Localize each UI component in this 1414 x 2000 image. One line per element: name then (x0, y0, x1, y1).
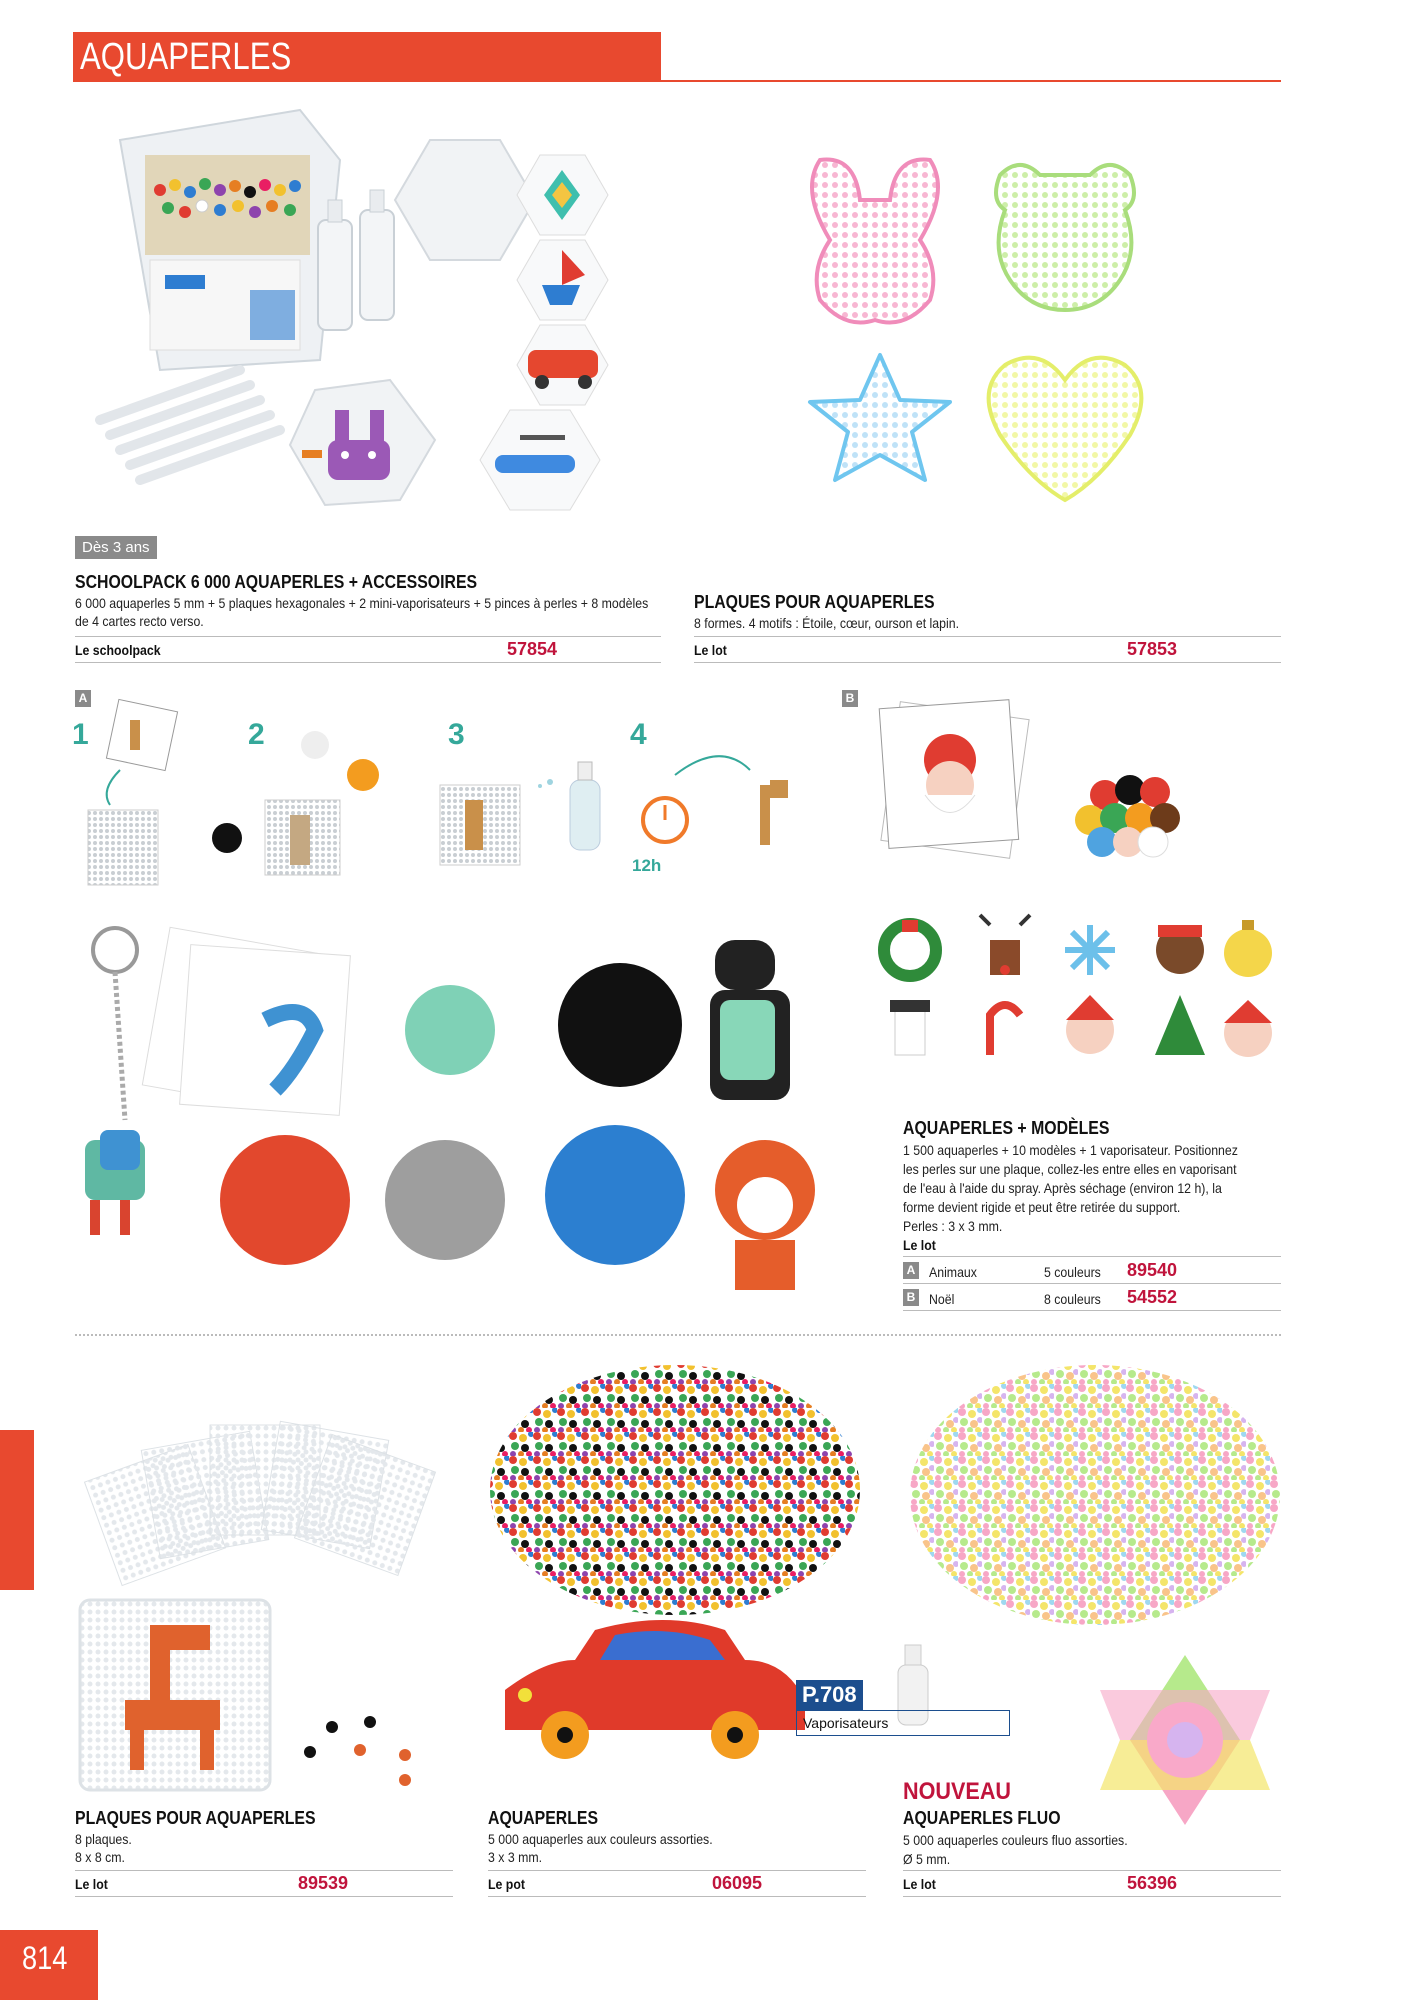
section-separator (75, 1334, 1281, 1336)
vaporisateurs-link[interactable]: Vaporisateurs (796, 1710, 1010, 1736)
divider (75, 1870, 453, 1871)
noel-motifs-image (880, 915, 1280, 1075)
row-a-colors: 5 couleurs (1044, 1264, 1101, 1280)
fluo-desc-1: 5 000 aquaperles couleurs fluo assorties. (903, 1832, 1128, 1848)
plaques-carre-image (70, 1400, 460, 1800)
modeles-desc-5: Perles : 3 x 3 mm. (903, 1218, 1003, 1234)
row-b-ref: 54552 (1127, 1287, 1178, 1307)
row-a-name: Animaux (929, 1264, 977, 1280)
row-a-ref: 89540 (1127, 1260, 1178, 1280)
noel-kit-image (870, 690, 1230, 890)
header-rule (661, 80, 1281, 82)
step-3: 3 (448, 718, 465, 751)
divider (903, 1896, 1281, 1897)
divider (75, 636, 661, 637)
modeles-unit: Le lot (903, 1237, 936, 1253)
modeles-desc-2: les perles sur une plaque, collez-les entre elles en vaporisant (903, 1161, 1237, 1177)
plaques-formes-ref: 57853 (1127, 639, 1178, 659)
modeles-title: AQUAPERLES + MODÈLES (903, 1118, 1110, 1138)
schoolpack-ref: 57854 (507, 639, 558, 659)
step-2: 2 (248, 718, 265, 751)
plaques-carre-ref: 89539 (298, 1873, 349, 1893)
schoolpack-desc: 6 000 aquaperles 5 mm + 5 plaques hexagonales + 2 mini-vaporisateurs + 5 pinces à perles + 8 modèles de 4 cartes recto verso. (75, 595, 649, 629)
badge-b: B (842, 690, 858, 707)
steps-image (80, 690, 820, 890)
plaques-carre-desc-2: 8 x 8 cm. (75, 1849, 125, 1865)
plaques-formes-desc: 8 formes. 4 motifs : Étoile, cœur, ourson et lapin. (694, 615, 959, 631)
modeles-desc-1: 1 500 aquaperles + 10 modèles + 1 vaporisateur. Positionnez (903, 1142, 1238, 1158)
step-4: 4 (630, 718, 647, 751)
divider (75, 662, 661, 663)
divider (694, 636, 1281, 637)
fluo-image (910, 1360, 1290, 1820)
divider (903, 1256, 1281, 1257)
fluo-desc-2: Ø 5 mm. (903, 1851, 951, 1867)
page-number: 814 (22, 1940, 68, 1976)
step-time: 12h (632, 856, 662, 875)
age-badge: Dès 3 ans (75, 536, 157, 559)
page-ref-badge[interactable]: P.708 (796, 1680, 863, 1710)
badge-a: A (75, 690, 91, 707)
fluo-title: AQUAPERLES FLUO (903, 1808, 1061, 1828)
aquaperles-pot-ref: 06095 (712, 1873, 763, 1893)
divider (903, 1283, 1281, 1284)
divider (488, 1870, 866, 1871)
side-tab (0, 1430, 34, 1590)
bead-cluster (1075, 775, 1180, 857)
modeles-desc-4: forme devient rigide et peut être retirée du support. (903, 1199, 1181, 1215)
shape-plates-image (790, 150, 1210, 520)
aquaperles-pot-desc-1: 5 000 aquaperles aux couleurs assorties. (488, 1831, 713, 1847)
row-b-letter: B (903, 1289, 919, 1306)
divider (903, 1310, 1281, 1311)
schoolpack-title: SCHOOLPACK 6 000 AQUAPERLES + ACCESSOIRES (75, 572, 478, 592)
divider (694, 662, 1281, 663)
aquaperles-pot-unit: Le pot (488, 1876, 525, 1892)
page-title: AQUAPERLES (80, 36, 292, 78)
divider (75, 1896, 453, 1897)
fluo-unit: Le lot (903, 1876, 936, 1892)
aquaperles-pot-title: AQUAPERLES (488, 1808, 599, 1828)
row-a-letter: A (903, 1262, 919, 1279)
nouveau-badge: NOUVEAU (903, 1778, 1012, 1805)
step-1: 1 (72, 718, 89, 751)
fluo-ref: 56396 (1127, 1873, 1178, 1893)
plaques-carre-desc-1: 8 plaques. (75, 1831, 132, 1847)
schoolpack-image (50, 100, 690, 530)
row-b-name: Noël (929, 1291, 955, 1307)
plaques-formes-title: PLAQUES POUR AQUAPERLES (694, 592, 935, 612)
row-b-colors: 8 couleurs (1044, 1291, 1101, 1307)
divider (903, 1870, 1281, 1871)
plaques-formes-unit: Le lot (694, 642, 727, 658)
modeles-desc-3: de l'eau à l'aide du spray. Après séchage (environ 12 h), la (903, 1180, 1222, 1196)
schoolpack-unit: Le schoolpack (75, 642, 161, 658)
divider (488, 1896, 866, 1897)
plaques-carre-title: PLAQUES POUR AQUAPERLES (75, 1808, 316, 1828)
animaux-kit-image (75, 920, 855, 1300)
plaques-carre-unit: Le lot (75, 1876, 108, 1892)
aquaperles-pot-desc-2: 3 x 3 mm. (488, 1849, 543, 1865)
